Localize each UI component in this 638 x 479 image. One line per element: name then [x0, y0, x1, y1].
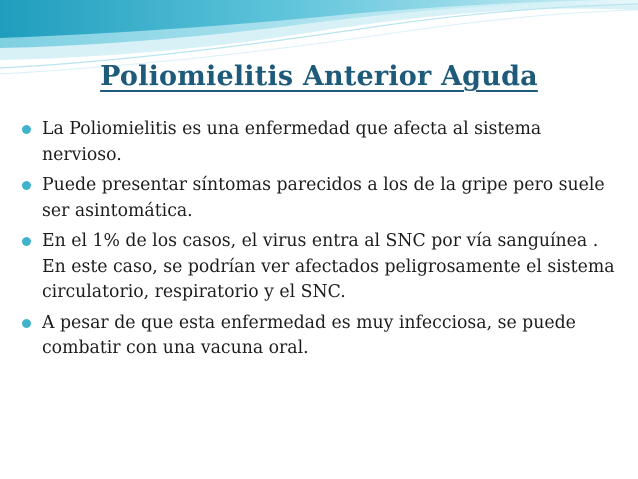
bullet-item: [22, 229, 620, 306]
bullet-text: Puede presentar síntomas parecidos a los de la gripe pero suele ser asintomática.: [42, 175, 605, 221]
bullet-item: [22, 117, 620, 168]
bullet-text: A pesar de que esta enfermedad es muy infecciosa, se puede combatir con una vacuna oral.: [42, 312, 576, 358]
bullet-list: [22, 117, 620, 367]
bullet-dot-icon: [22, 181, 31, 190]
slide-title: Poliomielitis Anterior Aguda: [100, 61, 538, 92]
bullet-text: La Poliomielitis es una enfermedad que afecta al sistema nervioso.: [42, 119, 542, 165]
bullet-dot-icon: [22, 237, 31, 246]
bullet-dot-icon: [22, 125, 31, 134]
bullet-item: [22, 311, 620, 362]
bullet-item: [22, 173, 620, 224]
bullet-text: En el 1% de los casos, el virus entra al SNC por vía sanguínea . En este caso, se podrían ver afectados peligrosamente el sistema circulatorio, respiratorio y el SNC.: [42, 231, 615, 302]
bullet-dot-icon: [22, 319, 31, 328]
